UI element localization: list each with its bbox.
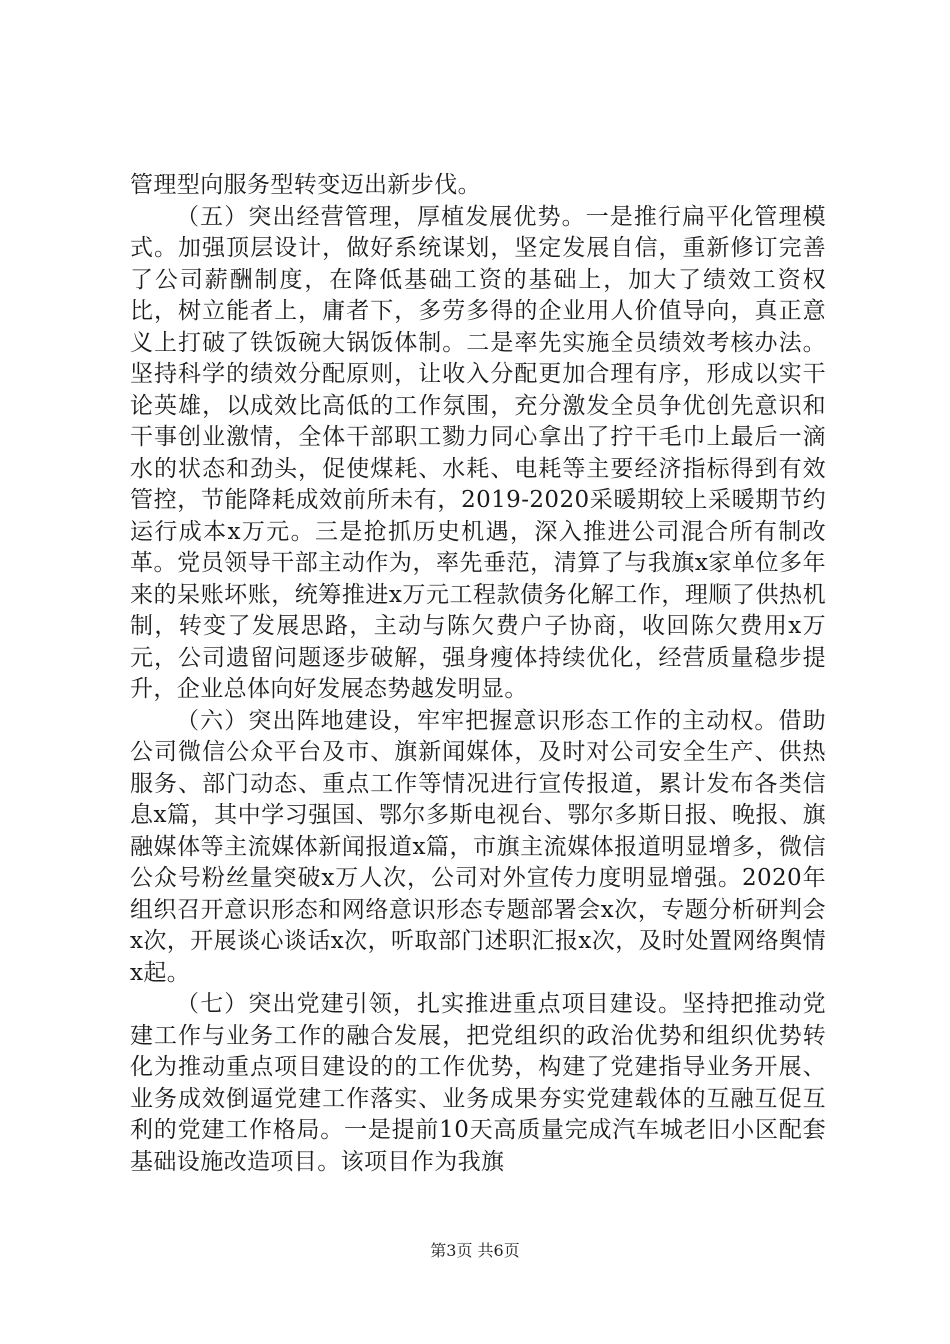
paragraph-section-6: （六）突出阵地建设，牢牢把握意识形态工作的主动权。借助公司微信公众平台及市、旗新闻媒体，及时对公司安全生产、供热服务、部门动态、重点工作等情况进行宣传报道，累计发布各类信息x篇，其中学习强国、鄂尔多斯电视台、鄂尔多斯日报、晚报、旗融媒体等主流媒体新闻报道x篇，市旗主流媒体报道明显增多，微信公众号粉丝量突破x万人次，公司对外宣传力度明显增强。2020年组织召开意识形态和网络意识形态专题部署会x次，专题分析研判会x次，开展谈心谈话x次，听取部门述职汇报x次，及时处置网络舆情x起。 [130, 707, 826, 986]
paragraph-continuation: 管理型向服务型转变迈出新步伐。 [130, 172, 481, 198]
page-number-footer: 第3页 共6页 [430, 1241, 520, 1260]
paragraph-section-5: （五）突出经营管理，厚植发展优势。一是推行扁平化管理模式。加强顶层设计，做好系统谋划，坚定发展自信，重新修订完善了公司薪酬制度，在降低基础工资的基础上，加大了绩效工资权比，树立能者上，庸者下，多劳多得的企业用人价值导向，真正意义上打破了铁饭碗大锅饭体制。二是率先实施全员绩效考核办法。坚持科学的绩效分配原则，让收入分配更加合理有序，形成以实干论英雄，以成效比高低的工作氛围，充分激发全员争优创先意识和干事创业激情，全体干部职工勠力同心拿出了拧干毛巾上最后一滴水的状态和劲头，促使煤耗、水耗、电耗等主要经济指标得到有效管控，节能降耗成效前所未有，2019-2020采暖期较上采暖期节约运行成本x万元。三是抢抓历史机遇，深入推进公司混合所有制改革。党员领导干部主动作为，率先垂范，清算了与我旗x家单位多年来的呆账坏账，统筹推进x万元工程款债务化解工作，理顺了供热机制，转变了发展思路，主动与陈欠费户子协商，收回陈欠费用x万元，公司遗留问题逐步破解，强身瘦体持续优化，经营质量稳步提升，企业总体向好发展态势越发明显。 [130, 203, 826, 702]
paragraph-section-7: （七）突出党建引领，扎实推进重点项目建设。坚持把推动党建工作与业务工作的融合发展，把党组织的政治优势和组织优势转化为推动重点项目建设的的工作优势，构建了党建指导业务开展、业务成效倒逼党建工作落实、业务成果夯实党建载体的互融互促互利的党建工作格局。一是提前10天高质量完成汽车城老旧小区配套基础设施改造项目。该项目作为我旗 [130, 991, 826, 1175]
document-body [130, 170, 826, 1178]
